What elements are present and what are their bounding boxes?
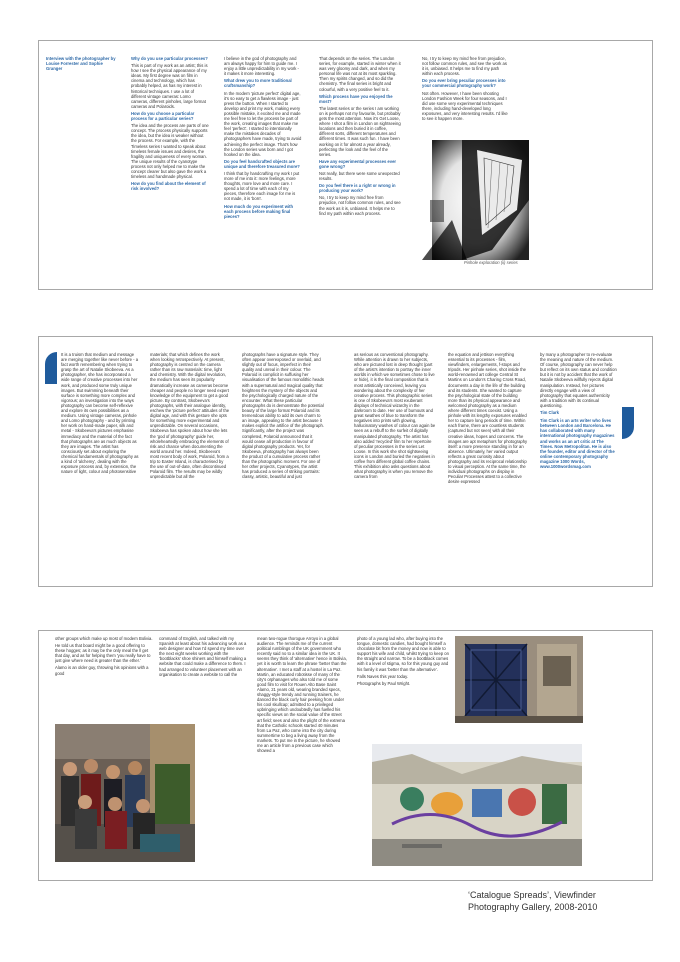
essay-column-4 — [354, 352, 436, 577]
travel-column-1 — [55, 636, 153, 721]
close-quote-mark-icon — [622, 407, 634, 439]
author-bio: Tim Clark is an arts writer who lives between London and Barcelona. He has collaborated with many international photography magazines and works as an art critic at The Times. Now Metropolitan. He is also the founder, editor and director of the online contemporary photography magazine 1000 Words, www.1000wordsmag.com — [540, 418, 615, 469]
answer-7: The latest series or the series I am working on is perhaps not my favourite, but probably gets the most attention. Now it's Get Loose, where I shot a film in London on sightseeing locations and then buried it in coffee, different sorts, different temperatures and different times. It was such fun. I have been working on it for almost a year already, perfecting the look and the feel of the series. — [319, 105, 401, 157]
travel-column-3 — [257, 636, 347, 861]
travel-col1-text-b: He told us that board might be a good offering to these hogges; as it may be the only meal the ll get that day, and as for helping them 'you really have to just give where need is greater than the ether.' — [55, 643, 151, 664]
answer-5: I think that by handcrafting my work I put more of me into it: more feelings, more thoughts, more love and more care. I spend a lot of time with each of my pieces, therefore each image for me is not made, it is 'born'. — [224, 170, 300, 202]
essay-column-3 — [242, 352, 324, 577]
answer-2: The idea and the process are parts of one concept. The process physically supports the idea, but the idea is weaker without the process. For example, with the Timeless series I wanted to speak about timeless female issues and desires, the fragility and uniqueness of every woman. The unique results of the cyanotype process not only helped me to make the concept clearer but also gave the work a timeless and handmade physical. — [131, 123, 209, 180]
caption-title: ‘Catalogue Spreads’, — [468, 890, 552, 900]
text-column-1 — [131, 56, 209, 281]
mural-photo-image — [372, 744, 582, 866]
answer-8: Not really, but there were some unexpected results. — [319, 170, 400, 182]
catalogue-spread-travel — [38, 630, 653, 881]
photographer-credit: Photographs by Paul Wright. — [357, 680, 411, 686]
essay-col1-text: It is a truism that medium and message are merging together like never before - a fact worth remembering when trying to grasp the art of Natalie Skobeeva. As a photographer, she has incorporated a wide range of creative processes into her work, and produced some truly unique images. But swimming beneath their surface is something more complex and vigorous; an investigation into the ways photography can become self-reflexive and explore its own possibilities as a medium. Using vintage cameras, pinhole and Lomo photography - and by printing her work on hand-made paper, silk and metal - Skobeeva's pictures emphasise immediacy and the material of the fact that photographs are as much objects as they are images. The artist has consciously set about exploring the chemical fundamentals of photography as a kind of 'alchemy', dealing with the exposure process and, by extension, the nature of light, colour and photosensitive — [61, 352, 139, 475]
question-10: Do you ever bring peculiar processes into your commercial photography work? — [422, 78, 506, 89]
travel-col3-text: mean two-rogue thorogue Arroyo in a global audience. The reminds me of the current political rumblings of the UK government who recently said no to a similar idea in the UK. It seems they think of 'alternative' hence in Bolivia, yet it is worth to learn the phrase 'better than the alternative'. I met a staff at a hostel in La Paz. Martin, an educated robotisse of many of the city's orphanages who also told me of some good film to visit for Rouen Alto Base Saint Alamo, 21 years old, wearing branded specs, shaggy-style trendy and running trainers, he danced the black curly hair peeking from under his cool skullcap; admitted to a privileged upbringing which undoubtedly has fuelled his specific views on the social value of the street art field; sees and also the plight of the extrema that the Catholic schools started 40 minutes from La Paz, who come into the city during summertime to beg a living away from the markets. To put me in the picture, he showed me an article from a previous case which showed a — [257, 636, 347, 754]
essay-col3-text: photographs have a signature style. They often appear overexposed or overlaid, and slightly out of focus, imperfect in their quality and unreal in their colour. The Polaroid is complicit in suffusing her visualisation of the famous monolithic heads with a supernatural and magical quality that heightens the mystery of the objects and the psychologically charged nature of the encounter. What these particular photographs do is demonstrate the potential beauty of the large format Polaroid and its tremendous ability to add its own charm to an image, appealing to the artist because it makes explicit the artifice of the photograph. Significantly, after the project was completed, Polaroid announced that it would cease all production in favour of digital photography products. Yet, for Skobeeva, photography has always been the product of a cumulative process rather than the photographic moment. For one of her other projects, Cyanotypes, the artist has produced a series of striking portraits: classy, artistic, beautiful and just — [242, 352, 324, 480]
answer-9-cont: No, I try to keep my mind free from prejudice, not follow common rules, and see the work as it is, unbiased. It helps me to find my path within each process. — [422, 56, 507, 77]
question-5: Do you feel handcrafted objects are unique and therefore treasured more? — [224, 158, 300, 169]
answer-10: Not often. However, I have been shooting London Fashion Week for four seasons, and I did use some very experimental techniques there, including hand-developed long exposures, and very interesting results. I'd like to see it happen more. — [422, 90, 508, 122]
question-8: Have any experimental processes ever gone wrong? — [319, 158, 397, 169]
mural-wall-photo — [372, 744, 582, 866]
essay-author-signature: Tim Clark — [540, 410, 560, 416]
pinhole-building-photo — [422, 140, 529, 260]
answer-4: In the modern 'picture perfect' digital age, it's so easy to get a flawless image - just press the button. When I started to develop and print my work, making every possible mistake, it excited me and made me feel free to let the process be part of the work, creating images that make me feel 'perfect'. I started to intentionally make the mistakes decades of photographers have made, trying to avoid achieving the perfect image. That's how the London series was born and I got hooked on the idea. — [224, 90, 302, 157]
essay-column-1 — [61, 352, 139, 577]
page-caption — [468, 889, 668, 913]
question-2: How do you choose a particular process for a particular series? — [131, 110, 195, 122]
bootblacks-group-photo — [55, 724, 195, 862]
essay-col6-text: by many a photographer to re-evaluate the meaning and nature of the medium. Of course, photography can never help but reflect on its own status and condition but it is not by accident that the work of Natalie Skobeeva willfully rejects digital manipulation. Instead, her pictures directly engage with a view of photography that equates authenticity with a tradition with its continual questioning. — [540, 352, 617, 408]
travel-col2-text: command of English, and talked with my Spanish at least about his advancing work as a web designer and how I'd spend my time over the next eight weeks working with the 'bootblacks' shoe shiners and himself making a website that could make a difference to them. I had arranged to volunteer placement with an organisation to create a website to call the — [159, 636, 247, 677]
interview-heading: Interview with the photographer by Louise Forrester and Sophie Granger — [46, 56, 116, 72]
answer-6: That depends on the series. The London series, for example, started in winter when it was very gloomy and dark, and when my personal life was not at its most sparkling. Then my spirits changed, and so did the chemistry. The final series is bright and colourful, with a very positive feel to it. — [319, 56, 401, 92]
question-7: Which process have you enjoyed the most? — [319, 93, 393, 104]
catalogue-spread-interview — [38, 40, 653, 290]
photo-caption: Pinhole exploration (ii) series — [464, 260, 518, 265]
essay-column-5 — [448, 352, 528, 577]
essay-col4-text: as serious as conventional photography. While attention is drawn to her subjects, who are pictured lost in deep thought (part of the artist's intention to portray the inner worlds in which we sometimes chose to live or hide), it is the final composition that is most artistically conceived, leaving you wondering about the complexity of her creative process. This photographic series is one of Skobeeva's most exuberant displays of technical wizardry in the darkroom to date. Her use of burnouts and great swathes of blue to transform the negatives into prints with glowing, hallucinatory washes of colour can again be seen as a rebuff to the surfeit of digitally manipulated photography. The artist has also added 'recycled' film to her repertoire of peculiar processes in the series Let Loose. In this work she shot sightseeing icons in London and buried the negatives in coffee from different global coffee chains. This exhibition also asks questions about what photography is when you remove the camera from — [354, 352, 436, 480]
caption-venue: Viewfinder — [551, 890, 596, 900]
catalogue-spread-essay — [38, 336, 653, 587]
question-9: Do you feel there is a right or wrong in producing your work? — [319, 183, 396, 194]
question-1: Why do you use particular processes? — [131, 56, 208, 61]
answer-3: I believe in the god of photography and am always happy for him to guide me. I enjoy a little unpredictability in my work - it makes it more interesting. — [224, 56, 299, 77]
travel-column-2 — [159, 636, 249, 721]
door-photo-image — [455, 636, 583, 723]
blue-door-photo — [455, 636, 583, 723]
travel-col4-credit: Falls Naves this year today. — [357, 673, 409, 679]
question-3: How do you find about the element of risk involved? — [131, 181, 206, 192]
text-column-3 — [319, 56, 401, 281]
essay-col5-text: the equation and jettison everything essential to its processes - film, viewfinders, enlargements, f-stops and tripods. Her pinhole series, shot inside the world-renowned art college Central St Martins on London's Charing Cross Road, documents a day in the life of the building and its students. She wanted to capture the psychological state of the building more than its physical appearance and welcomed photography as a medium where different times coexist. Using a pinhole with its lengthy exposures enabled her to capture long periods of time. Within each frame, there are countless students (captured but not seen) with all their creative ideas, hopes and concerns. The images are apt metaphors for photography itself: a more presence standing in for an absence. Ultimately, her varied output reflects a great curiosity about photography and its reciprocal relationship to visual perception. At the same time, the individual photographs on display in Peculiar Processes attest to a collective desire expressed — [448, 352, 528, 485]
travel-column-4 — [357, 636, 452, 756]
group-photo-image — [55, 724, 195, 862]
question-4: What drew you to more traditional craftsmanship? — [224, 78, 292, 89]
open-quote-mark-icon — [45, 352, 57, 384]
text-column-4 — [422, 56, 510, 146]
answer-1: This is part of my work as an artist; this is how I see the physical appearance of my ideas. My first degree was on film in cinema and technology, which has probably helped, as has my interest in historical techniques. I use a lot of different vintage cameras: Lomo cameras, different pinholes, large format cameras and Polaroids. — [131, 63, 208, 109]
travel-col1-text-a: other groups which make up most of modern Bolivia. — [55, 636, 153, 641]
pinhole-photo-image — [422, 140, 529, 260]
answer-9: No, I try to keep my mind free from prejudice, not follow common rules, and see the work as it is, unbiased. It helps me to find my path within each process. — [319, 195, 401, 216]
caption-line-1 — [468, 889, 668, 901]
text-column-2 — [224, 56, 302, 281]
essay-col2-text: materials; that which defines the work when looking retrospectively. At present, photography is centred on the camera rather than its raw materials: time, light and chemistry. With the digital revolution, the medium has seen its popularity dramatically increase as cameras become cheaper and people no longer need expert knowledge of the equipment to get a good picture. By contrast, Skobeeva's photographs, with their analogue identity, eschew the 'picture perfect' attitudes of the digital age, and with this gesture she opts for something more experimental and unpredictable. On several occasions, Skobeeva has spoken about how she lets the 'god of photography' guide her, wholeheartedly embracing the elements of risk and chance when documenting the world around her. Indeed, Skobeeva's most recent body of work, Polaroid, from a trip to Easter Island, is characterised by the use of out-of-date, often discontinued Polaroid film. The results may be wildly unpredictable but all the — [150, 352, 230, 480]
question-6: How much do you experiment with each process before making final pieces? — [224, 203, 294, 219]
essay-column-6 — [540, 352, 618, 577]
essay-column-2 — [150, 352, 230, 577]
interview-intro-column — [46, 56, 116, 256]
travel-col4-text: photo of a young lad who, after buying into the tongue, domestic candies, had bought himself a chocolate bit from the money and now is able to support his wife and child, whilst trying to keep on the straight and narrow. To be a bootblack comes with it a level of stigma, so for this young guy and his family it was 'better than the alternative'. — [357, 636, 449, 672]
caption-line-2: Photography Gallery, 2008-2010 — [468, 902, 598, 912]
travel-col1-text-c: Alamo is an older guy, throwing his opinions with a good — [55, 665, 149, 676]
